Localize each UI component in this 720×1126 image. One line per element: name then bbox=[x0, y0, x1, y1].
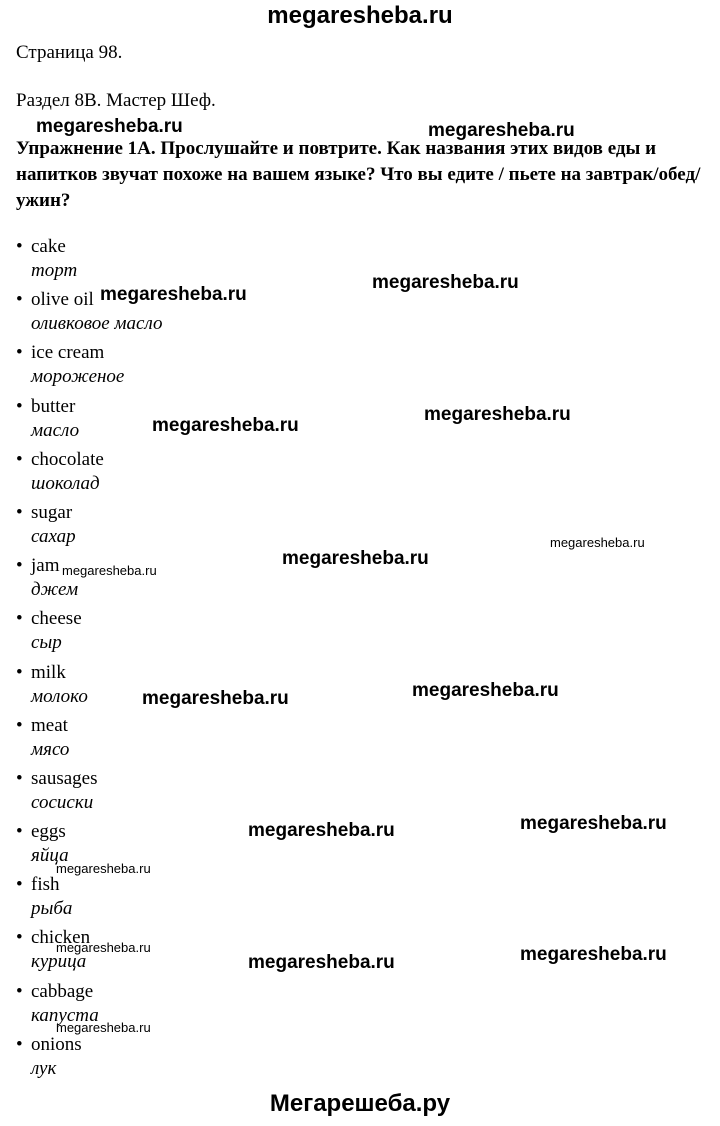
vocab-word: cabbage bbox=[31, 980, 94, 1002]
section-title: Раздел 8В. Мастер Шеф. bbox=[16, 90, 216, 111]
vocab-word: butter bbox=[31, 395, 76, 417]
vocab-word: fish bbox=[31, 874, 60, 896]
vocab-word: sugar bbox=[31, 501, 73, 523]
watermark: megaresheba.ru bbox=[520, 944, 667, 965]
watermark: megaresheba.ru bbox=[428, 120, 575, 141]
vocab-item bbox=[16, 874, 516, 927]
vocab-translation: курица bbox=[31, 951, 87, 973]
watermark: megaresheba.ru bbox=[36, 116, 183, 137]
watermark: megaresheba.ru bbox=[412, 680, 559, 701]
bullet: • bbox=[16, 714, 23, 736]
watermark: megaresheba.ru bbox=[62, 563, 157, 578]
watermark: megaresheba.ru bbox=[56, 940, 151, 955]
vocab-word: olive oil bbox=[31, 289, 94, 311]
bullet: • bbox=[16, 927, 23, 949]
vocab-translation: молоко bbox=[31, 685, 88, 707]
vocab-translation: мясо bbox=[31, 738, 70, 760]
bullet: • bbox=[16, 289, 23, 311]
vocab-item bbox=[16, 289, 516, 342]
watermark: megaresheba.ru bbox=[100, 284, 247, 305]
watermark: megaresheba.ru bbox=[424, 404, 571, 425]
watermark: megaresheba.ru bbox=[248, 952, 395, 973]
bullet: • bbox=[16, 448, 23, 470]
vocab-word: cake bbox=[31, 236, 66, 257]
vocab-item bbox=[16, 502, 516, 555]
vocab-word: sausages bbox=[31, 767, 98, 789]
site-footer: Мегарешеба.ру bbox=[269, 1090, 451, 1117]
vocab-translation: лук bbox=[31, 1057, 57, 1079]
vocab-translation: рыба bbox=[31, 898, 73, 920]
vocab-translation: сосиски bbox=[31, 791, 94, 813]
vocab-word: chocolate bbox=[31, 448, 104, 470]
bullet: • bbox=[16, 980, 23, 1002]
bullet: • bbox=[16, 608, 23, 630]
vocab-word: chicken bbox=[31, 927, 91, 949]
watermark: megaresheba.ru bbox=[56, 861, 151, 876]
vocab-item bbox=[16, 1034, 516, 1087]
bullet: • bbox=[16, 555, 23, 577]
vocab-translation: мороженое bbox=[31, 366, 125, 388]
page-label: Страница 98. bbox=[16, 42, 123, 63]
watermark: megaresheba.ru bbox=[56, 1020, 151, 1035]
vocab-word: milk bbox=[31, 661, 66, 683]
watermark: megaresheba.ru bbox=[372, 272, 519, 293]
vocab-translation: оливковое масло bbox=[31, 313, 163, 335]
vocab-translation: капуста bbox=[31, 1004, 99, 1026]
watermark: megaresheba.ru bbox=[520, 813, 667, 834]
vocab-translation: яйца bbox=[31, 845, 69, 867]
bullet: • bbox=[16, 661, 23, 683]
vocab-word: eggs bbox=[31, 821, 66, 843]
watermark: megaresheba.ru bbox=[550, 535, 645, 550]
vocab-item bbox=[16, 342, 516, 395]
bullet: • bbox=[16, 874, 23, 896]
vocab-word: ice cream bbox=[31, 342, 105, 364]
bullet: • bbox=[16, 821, 23, 843]
vocab-translation: шоколад bbox=[31, 472, 100, 494]
vocab-translation: сыр bbox=[31, 632, 62, 654]
vocab-word: jam bbox=[31, 555, 60, 577]
vocab-word: onions bbox=[31, 1033, 82, 1055]
watermark: megaresheba.ru bbox=[282, 548, 429, 569]
exercise-title: Упражнение 1А. Прослушайте и повтрите. Как названия этих видов еды и напитков звучат похоже на вашем языке? Что вы едите / пьете на завтрак/обед/ужин? bbox=[16, 138, 701, 211]
vocab-item bbox=[16, 768, 516, 821]
bullet: • bbox=[16, 501, 23, 523]
watermark: megaresheba.ru bbox=[152, 415, 299, 436]
vocab-word: meat bbox=[31, 714, 68, 736]
vocab-translation: джем bbox=[31, 579, 79, 601]
vocab-item bbox=[16, 449, 516, 502]
watermark: megaresheba.ru bbox=[248, 820, 395, 841]
site-header: megaresheba.ru bbox=[267, 2, 453, 29]
bullet: • bbox=[16, 1033, 23, 1055]
vocab-item bbox=[16, 608, 516, 661]
bullet: • bbox=[16, 236, 23, 257]
watermark: megaresheba.ru bbox=[142, 688, 289, 709]
vocab-translation: торт bbox=[31, 260, 78, 281]
vocab-item bbox=[16, 715, 516, 768]
bullet: • bbox=[16, 395, 23, 417]
vocab-translation: сахар bbox=[31, 525, 76, 547]
bullet: • bbox=[16, 342, 23, 364]
vocab-translation: масло bbox=[31, 419, 80, 441]
vocab-word: cheese bbox=[31, 608, 82, 630]
bullet: • bbox=[16, 767, 23, 789]
